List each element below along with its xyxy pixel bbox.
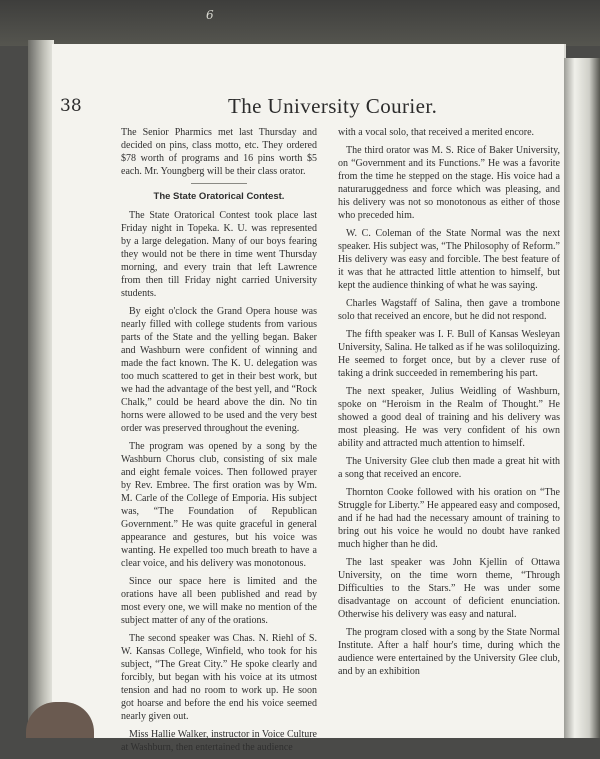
section-divider bbox=[191, 183, 247, 184]
paragraph: The second speaker was Chas. N. Riehl of S. W. Kansas College, Winfield, who took for his subject, “The Great City.” He spoke clearly and forcibly, but began with his voice at its utmost tension and had no room to work up. He soon got hoarse and before the end his voice seemed nearly given out. bbox=[121, 633, 317, 722]
paragraph: The last speaker was John Kjellin of Ottawa University, on the time worn theme, “Through Difficulties to the Stars.” He was under some disadvantage on account of deficient enunciation. Otherwise his delivery was easy and natural. bbox=[338, 557, 560, 620]
paragraph: By eight o'clock the Grand Opera house was nearly filled with college students from various parts of the State and the yelling began. Baker and Washburn were confident of winning and made the fact known. The K. U. delegation was too much scattered to get in their best work, but we had the advantage of the best yell, and “Rock Chalk,” could be heard above the din. No tin horns were allowed to be used and the very best order was preserved throughout the evening. bbox=[121, 306, 317, 434]
facing-page-edge bbox=[564, 58, 600, 738]
paragraph: Miss Hallie Walker, instructor in Voice Culture at Washburn, then entertained the audience bbox=[121, 729, 317, 753]
paragraph: Thornton Cooke followed with his oration on “The Struggle for Liberty.” He appeared easy and composed, and if he had had the necessary amount of training to bring out his voice he would no doubt have ranked much higher than he did. bbox=[338, 487, 560, 550]
book-binding bbox=[28, 40, 54, 738]
section-heading: The State Oratorical Contest. bbox=[153, 191, 285, 202]
paragraph: Since our space here is limited and the orations have all been published and read by most every one, we will make no mention of the subject matter of any of the orations. bbox=[121, 576, 317, 626]
left-column bbox=[121, 126, 317, 759]
paragraph: The State Oratorical Contest took place last Friday night in Topeka. K. U. was represented by a large delegation. Many of our boys fearing they would not be there in time went Thursday morning, and every train that left Lawrence from then till Friday night carried University students. bbox=[121, 210, 317, 299]
right-column bbox=[338, 126, 560, 683]
paragraph: with a vocal solo, that received a merited encore. bbox=[338, 127, 535, 138]
scan-background-top bbox=[0, 0, 600, 46]
paragraph: The University Glee club then made a great hit with a song that received an encore. bbox=[338, 456, 560, 480]
paragraph: The next speaker, Julius Weidling of Washburn, spoke on “Heroism in the Realm of Thought.” He showed a good deal of training and his delivery was most pleasing. He was very confident of his own ability and attracted much attention to himself. bbox=[338, 386, 560, 449]
page-number: 38 bbox=[60, 96, 82, 116]
paragraph: W. C. Coleman of the State Normal was the next speaker. His subject was, “The Philosophy of Reform.” His delivery was easy and forcible. The best feature of it was that he attracted little attention to himself, but kept the audience thinking of what he was saying. bbox=[338, 228, 560, 291]
handwritten-mark: 6 bbox=[206, 8, 214, 22]
paragraph: Charles Wagstaff of Salina, then gave a trombone solo that received an encore, but he did not respond. bbox=[338, 298, 560, 322]
paragraph: The third orator was M. S. Rice of Baker University, on “Government and its Functions.” He was a favorite from the time he stepped on the stage. His voice had a naturaruggedness and force which was pleasing, and his delivery was not so monotonous as either of those who preceded him. bbox=[338, 145, 560, 221]
paragraph: The program was opened by a song by the Washburn Chorus club, consisting of six male and eight female voices. Then followed prayer by Rev. Embree. The first oration was by Wm. M. Carle of the College of Emporia. His subject was, “The Foundation of Republican Government.” He was quite graceful in general appearance and gestures, but his voice was wanting. He expelled too much breath to have a clear voice, and his delivery was monotonous. bbox=[121, 441, 317, 569]
intro-paragraph: The Senior Pharmics met last Thursday and decided on pins, class motto, etc. They ordered $78 worth of programs and 16 pins worth $5 each. Mr. Youngberg will be their class orator. bbox=[121, 127, 317, 177]
paragraph: The fifth speaker was I. F. Bull of Kansas Wesleyan University, Salina. He talked as if he was soliloquizing. He seemed to forget once, but by a clever ruse of taking a drink succeeded in remembering his part. bbox=[338, 329, 560, 379]
page-title: The University Courier. bbox=[228, 94, 438, 118]
paragraph: The program closed with a song by the State Normal Institute. After a half hour's time, during which the audience were entertained by the University Glee club, and by an exhibition bbox=[338, 627, 560, 677]
